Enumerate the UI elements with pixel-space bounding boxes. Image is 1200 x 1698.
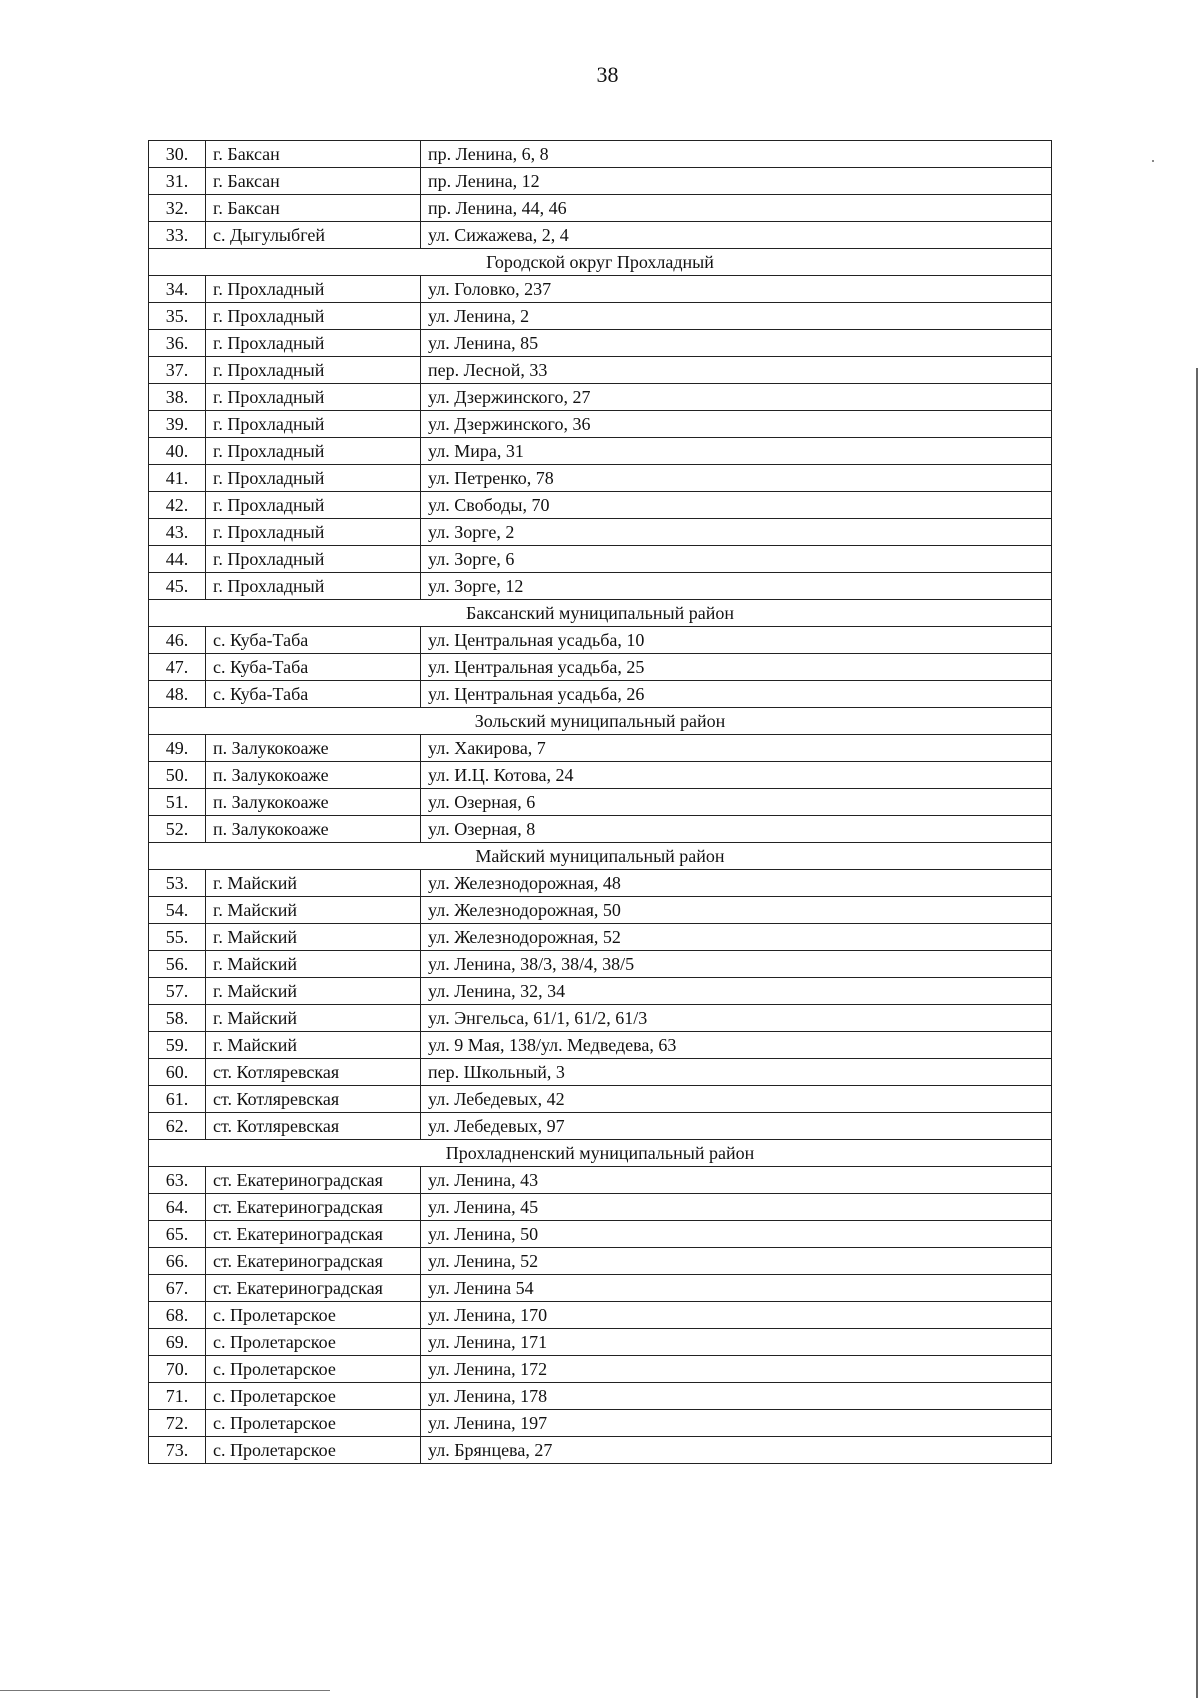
bottom-rule (0, 1690, 330, 1691)
table-row (149, 1410, 1052, 1437)
row-number: 53. (149, 870, 206, 897)
settlement-cell: ст. Екатериноградская (206, 1221, 421, 1248)
section-title: Прохладненский муниципальный район (149, 1140, 1052, 1167)
row-number: 35. (149, 303, 206, 330)
settlement-cell: г. Баксан (206, 141, 421, 168)
row-number: 59. (149, 1032, 206, 1059)
address-cell: ул. Сижажева, 2, 4 (421, 222, 1052, 249)
table-row (149, 1383, 1052, 1410)
settlement-cell: г. Прохладный (206, 546, 421, 573)
row-number: 37. (149, 357, 206, 384)
row-number: 32. (149, 195, 206, 222)
address-cell: пр. Ленина, 6, 8 (421, 141, 1052, 168)
address-cell: ул. Ленина, 32, 34 (421, 978, 1052, 1005)
row-number: 52. (149, 816, 206, 843)
table-row (149, 357, 1052, 384)
settlement-cell: г. Прохладный (206, 330, 421, 357)
address-cell: ул. Озерная, 8 (421, 816, 1052, 843)
table-row (149, 519, 1052, 546)
row-number: 51. (149, 789, 206, 816)
table-row (149, 951, 1052, 978)
settlement-cell: г. Майский (206, 1005, 421, 1032)
address-cell: ул. Энгельса, 61/1, 61/2, 61/3 (421, 1005, 1052, 1032)
table-row (149, 1032, 1052, 1059)
address-cell: ул. Хакирова, 7 (421, 735, 1052, 762)
address-cell: ул. Ленина, 2 (421, 303, 1052, 330)
settlement-cell: г. Прохладный (206, 411, 421, 438)
settlement-cell: г. Прохладный (206, 519, 421, 546)
address-cell: ул. Центральная усадьба, 25 (421, 654, 1052, 681)
address-cell: ул. 9 Мая, 138/ул. Медведева, 63 (421, 1032, 1052, 1059)
address-cell: пр. Ленина, 44, 46 (421, 195, 1052, 222)
settlement-cell: ст. Екатериноградская (206, 1194, 421, 1221)
settlement-cell: г. Прохладный (206, 438, 421, 465)
address-cell: ул. Петренко, 78 (421, 465, 1052, 492)
row-number: 39. (149, 411, 206, 438)
settlement-cell: с. Пролетарское (206, 1329, 421, 1356)
row-number: 42. (149, 492, 206, 519)
table-row (149, 1005, 1052, 1032)
table-row (149, 492, 1052, 519)
address-cell: ул. Зорге, 12 (421, 573, 1052, 600)
row-number: 41. (149, 465, 206, 492)
table-row (149, 1113, 1052, 1140)
table-row (149, 411, 1052, 438)
address-cell: ул. Лебедевых, 97 (421, 1113, 1052, 1140)
settlement-cell: г. Майский (206, 978, 421, 1005)
address-table-body (149, 141, 1052, 1464)
settlement-cell: г. Прохладный (206, 384, 421, 411)
settlement-cell: с. Куба-Таба (206, 654, 421, 681)
address-cell: ул. Ленина, 38/3, 38/4, 38/5 (421, 951, 1052, 978)
row-number: 45. (149, 573, 206, 600)
table-row (149, 1275, 1052, 1302)
row-number: 62. (149, 1113, 206, 1140)
section-header-row (149, 1140, 1052, 1167)
address-cell: ул. Ленина, 178 (421, 1383, 1052, 1410)
address-cell: ул. Лебедевых, 42 (421, 1086, 1052, 1113)
table-row (149, 1329, 1052, 1356)
row-number: 44. (149, 546, 206, 573)
row-number: 49. (149, 735, 206, 762)
table-row (149, 1302, 1052, 1329)
row-number: 56. (149, 951, 206, 978)
row-number: 68. (149, 1302, 206, 1329)
settlement-cell: п. Залукокоаже (206, 816, 421, 843)
settlement-cell: г. Майский (206, 924, 421, 951)
table-row (149, 1356, 1052, 1383)
table-row (149, 546, 1052, 573)
table-row (149, 222, 1052, 249)
section-title: Городской округ Прохладный (149, 249, 1052, 276)
row-number: 57. (149, 978, 206, 1005)
row-number: 69. (149, 1329, 206, 1356)
section-header-row (149, 249, 1052, 276)
settlement-cell: г. Баксан (206, 168, 421, 195)
settlement-cell: г. Прохладный (206, 276, 421, 303)
settlement-cell: с. Пролетарское (206, 1410, 421, 1437)
row-number: 43. (149, 519, 206, 546)
settlement-cell: с. Пролетарское (206, 1383, 421, 1410)
row-number: 71. (149, 1383, 206, 1410)
settlement-cell: с. Куба-Таба (206, 681, 421, 708)
address-cell: пер. Лесной, 33 (421, 357, 1052, 384)
address-cell: ул. Центральная усадьба, 26 (421, 681, 1052, 708)
row-number: 70. (149, 1356, 206, 1383)
settlement-cell: п. Залукокоаже (206, 735, 421, 762)
table-row (149, 195, 1052, 222)
table-row (149, 1194, 1052, 1221)
scan-edge-line (1196, 368, 1198, 1698)
settlement-cell: п. Залукокоаже (206, 789, 421, 816)
table-row (149, 627, 1052, 654)
address-cell: ул. И.Ц. Котова, 24 (421, 762, 1052, 789)
row-number: 50. (149, 762, 206, 789)
row-number: 60. (149, 1059, 206, 1086)
table-row (149, 870, 1052, 897)
table-row (149, 1221, 1052, 1248)
settlement-cell: ст. Котляревская (206, 1113, 421, 1140)
settlement-cell: ст. Котляревская (206, 1059, 421, 1086)
settlement-cell: п. Залукокоаже (206, 762, 421, 789)
settlement-cell: г. Прохладный (206, 573, 421, 600)
row-number: 48. (149, 681, 206, 708)
table-row (149, 654, 1052, 681)
address-cell: ул. Ленина, 171 (421, 1329, 1052, 1356)
row-number: 31. (149, 168, 206, 195)
settlement-cell: г. Майский (206, 897, 421, 924)
address-cell: ул. Ленина, 197 (421, 1410, 1052, 1437)
address-cell: ул. Ленина, 85 (421, 330, 1052, 357)
settlement-cell: ст. Екатериноградская (206, 1167, 421, 1194)
address-table (148, 140, 1052, 1464)
address-cell: ул. Зорге, 2 (421, 519, 1052, 546)
row-number: 72. (149, 1410, 206, 1437)
table-row (149, 168, 1052, 195)
row-number: 46. (149, 627, 206, 654)
address-cell: пр. Ленина, 12 (421, 168, 1052, 195)
row-number: 55. (149, 924, 206, 951)
row-number: 65. (149, 1221, 206, 1248)
address-cell: ул. Ленина, 170 (421, 1302, 1052, 1329)
address-cell: ул. Центральная усадьба, 10 (421, 627, 1052, 654)
table-row (149, 1059, 1052, 1086)
table-row (149, 1167, 1052, 1194)
table-row (149, 141, 1052, 168)
row-number: 36. (149, 330, 206, 357)
table-row (149, 465, 1052, 492)
table-row (149, 816, 1052, 843)
table-row (149, 1248, 1052, 1275)
address-cell: ул. Дзержинского, 36 (421, 411, 1052, 438)
settlement-cell: г. Майский (206, 951, 421, 978)
table-row (149, 1086, 1052, 1113)
table-row (149, 330, 1052, 357)
section-header-row (149, 600, 1052, 627)
row-number: 73. (149, 1437, 206, 1464)
table-row (149, 438, 1052, 465)
settlement-cell: г. Майский (206, 870, 421, 897)
row-number: 33. (149, 222, 206, 249)
table-row (149, 303, 1052, 330)
settlement-cell: г. Прохладный (206, 492, 421, 519)
row-number: 34. (149, 276, 206, 303)
settlement-cell: ст. Котляревская (206, 1086, 421, 1113)
settlement-cell: г. Майский (206, 1032, 421, 1059)
section-header-row (149, 708, 1052, 735)
address-cell: ул. Свободы, 70 (421, 492, 1052, 519)
row-number: 54. (149, 897, 206, 924)
table-row (149, 735, 1052, 762)
section-header-row (149, 843, 1052, 870)
row-number: 63. (149, 1167, 206, 1194)
address-cell: ул. Ленина, 50 (421, 1221, 1052, 1248)
section-title: Зольский муниципальный район (149, 708, 1052, 735)
row-number: 66. (149, 1248, 206, 1275)
address-cell: ул. Ленина, 45 (421, 1194, 1052, 1221)
table-row (149, 573, 1052, 600)
section-title: Баксанский муниципальный район (149, 600, 1052, 627)
table-row (149, 762, 1052, 789)
table-row (149, 384, 1052, 411)
settlement-cell: ст. Екатериноградская (206, 1275, 421, 1302)
table-row (149, 681, 1052, 708)
page-number: 38 (596, 62, 619, 87)
section-title: Майский муниципальный район (149, 843, 1052, 870)
settlement-cell: с. Дыгулыбгей (206, 222, 421, 249)
address-cell: ул. Ленина, 43 (421, 1167, 1052, 1194)
address-cell: ул. Ленина, 172 (421, 1356, 1052, 1383)
settlement-cell: г. Прохладный (206, 357, 421, 384)
row-number: 64. (149, 1194, 206, 1221)
address-cell: ул. Железнодорожная, 48 (421, 870, 1052, 897)
table-row (149, 1437, 1052, 1464)
address-cell: ул. Головко, 237 (421, 276, 1052, 303)
address-cell: ул. Брянцева, 27 (421, 1437, 1052, 1464)
address-cell: ул. Ленина 54 (421, 1275, 1052, 1302)
settlement-cell: г. Прохладный (206, 465, 421, 492)
row-number: 47. (149, 654, 206, 681)
row-number: 61. (149, 1086, 206, 1113)
settlement-cell: с. Пролетарское (206, 1302, 421, 1329)
address-cell: ул. Зорге, 6 (421, 546, 1052, 573)
row-number: 38. (149, 384, 206, 411)
settlement-cell: с. Пролетарское (206, 1356, 421, 1383)
settlement-cell: ст. Екатериноградская (206, 1248, 421, 1275)
table-row (149, 789, 1052, 816)
table-row (149, 897, 1052, 924)
table-row (149, 978, 1052, 1005)
address-cell: пер. Школьный, 3 (421, 1059, 1052, 1086)
address-cell: ул. Озерная, 6 (421, 789, 1052, 816)
settlement-cell: с. Куба-Таба (206, 627, 421, 654)
address-cell: ул. Мира, 31 (421, 438, 1052, 465)
address-cell: ул. Дзержинского, 27 (421, 384, 1052, 411)
settlement-cell: с. Пролетарское (206, 1437, 421, 1464)
settlement-cell: г. Прохладный (206, 303, 421, 330)
table-row (149, 276, 1052, 303)
address-cell: ул. Железнодорожная, 52 (421, 924, 1052, 951)
address-cell: ул. Ленина, 52 (421, 1248, 1052, 1275)
row-number: 67. (149, 1275, 206, 1302)
table-row (149, 924, 1052, 951)
row-number: 40. (149, 438, 206, 465)
settlement-cell: г. Баксан (206, 195, 421, 222)
row-number: 58. (149, 1005, 206, 1032)
address-cell: ул. Железнодорожная, 50 (421, 897, 1052, 924)
row-number: 30. (149, 141, 206, 168)
scan-artifact-dot (1152, 160, 1154, 162)
